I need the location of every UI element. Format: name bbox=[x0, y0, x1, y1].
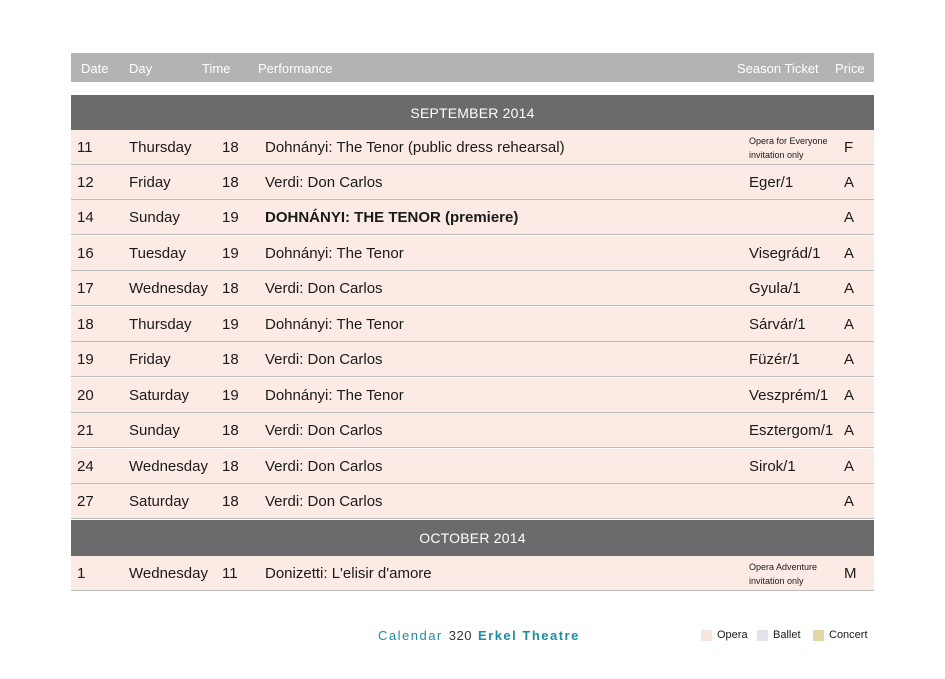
row-price: A bbox=[844, 316, 855, 333]
season-note-line2: invitation only bbox=[749, 575, 804, 586]
season-note-line1: Opera for Everyone bbox=[749, 135, 828, 146]
row-time: 18 bbox=[222, 422, 239, 439]
row-date: 20 bbox=[77, 387, 94, 404]
table-row bbox=[71, 236, 874, 271]
row-date: 24 bbox=[77, 458, 94, 475]
row-season-ticket bbox=[749, 556, 844, 591]
row-time: 11 bbox=[222, 565, 238, 582]
row-time: 18 bbox=[222, 351, 239, 368]
row-day: Thursday bbox=[129, 139, 192, 156]
row-time: 18 bbox=[222, 493, 239, 510]
row-time: 18 bbox=[222, 174, 239, 191]
row-performance: Verdi: Don Carlos bbox=[265, 493, 383, 510]
column-header-time: Time bbox=[202, 61, 231, 76]
table-row bbox=[71, 307, 874, 342]
table-row bbox=[71, 200, 874, 235]
legend-concert bbox=[813, 629, 868, 641]
row-price: A bbox=[844, 458, 855, 475]
row-season-ticket: Eger/1 bbox=[749, 174, 794, 191]
column-header-season-ticket: Season Ticket bbox=[737, 61, 819, 76]
row-date: 27 bbox=[77, 493, 94, 510]
row-day: Saturday bbox=[129, 387, 190, 404]
row-season-ticket: Veszprém/1 bbox=[749, 387, 829, 404]
page-number: 320 bbox=[448, 628, 472, 643]
table-row bbox=[71, 556, 874, 591]
season-note-line2: invitation only bbox=[749, 149, 804, 160]
row-season-ticket: Esztergom/1 bbox=[749, 422, 834, 439]
row-performance: Dohnányi: The Tenor bbox=[265, 316, 404, 333]
legend-opera-label: Opera bbox=[717, 629, 748, 641]
row-season-ticket: Gyula/1 bbox=[749, 280, 801, 297]
table-row bbox=[71, 378, 874, 413]
opera-swatch bbox=[701, 630, 712, 641]
row-price: A bbox=[844, 493, 855, 510]
row-date: 21 bbox=[77, 422, 94, 439]
page-footer bbox=[378, 628, 580, 643]
row-day: Wednesday bbox=[129, 280, 208, 297]
row-date: 16 bbox=[77, 245, 94, 262]
row-performance: Donizetti: L'elisir d'amore bbox=[265, 565, 432, 582]
row-day: Friday bbox=[129, 174, 171, 191]
row-performance: Verdi: Don Carlos bbox=[265, 351, 383, 368]
row-performance: Dohnányi: The Tenor bbox=[265, 245, 404, 262]
row-date: 11 bbox=[77, 139, 93, 156]
legend-concert-label: Concert bbox=[829, 629, 868, 641]
row-price: M bbox=[844, 565, 857, 582]
table-header bbox=[71, 53, 874, 82]
row-performance: Verdi: Don Carlos bbox=[265, 422, 383, 439]
column-header-performance: Performance bbox=[258, 61, 333, 76]
row-time: 19 bbox=[222, 316, 239, 333]
row-date: 19 bbox=[77, 351, 94, 368]
row-performance: Verdi: Don Carlos bbox=[265, 458, 383, 475]
table-row bbox=[71, 271, 874, 306]
row-performance: Dohnányi: The Tenor bbox=[265, 387, 404, 404]
row-day: Tuesday bbox=[129, 245, 186, 262]
row-performance: DOHNÁNYI: THE TENOR (premiere) bbox=[265, 209, 519, 226]
row-day: Saturday bbox=[129, 493, 190, 510]
table-row bbox=[71, 130, 874, 165]
row-day: Wednesday bbox=[129, 458, 208, 475]
season-note-line1: Opera Adventure bbox=[749, 561, 818, 572]
row-season-ticket bbox=[749, 130, 844, 165]
column-header-day: Day bbox=[129, 61, 153, 76]
row-date: 14 bbox=[77, 209, 94, 226]
row-price: A bbox=[844, 387, 855, 404]
table-row bbox=[71, 165, 874, 200]
table-row bbox=[71, 342, 874, 377]
legend-ballet bbox=[757, 629, 801, 641]
row-season-ticket: Sárvár/1 bbox=[749, 316, 806, 333]
row-day: Thursday bbox=[129, 316, 192, 333]
row-price: A bbox=[844, 351, 855, 368]
legend-ballet-label: Ballet bbox=[773, 629, 801, 641]
row-time: 18 bbox=[222, 280, 239, 297]
legend-opera bbox=[701, 629, 748, 641]
row-date: 17 bbox=[77, 280, 94, 297]
row-performance: Verdi: Don Carlos bbox=[265, 174, 383, 191]
row-time: 18 bbox=[222, 458, 239, 475]
row-performance: Verdi: Don Carlos bbox=[265, 280, 383, 297]
ballet-swatch bbox=[757, 630, 768, 641]
row-time: 19 bbox=[222, 387, 239, 404]
row-price: A bbox=[844, 245, 855, 262]
section-header-october: OCTOBER 2014 bbox=[71, 520, 874, 556]
row-price: A bbox=[844, 280, 855, 297]
row-date: 1 bbox=[77, 565, 86, 582]
row-price: A bbox=[844, 174, 855, 191]
row-day: Sunday bbox=[129, 422, 180, 439]
row-date: 12 bbox=[77, 174, 94, 191]
table-row bbox=[71, 484, 874, 519]
row-day: Wednesday bbox=[129, 565, 208, 582]
table-row bbox=[71, 413, 874, 448]
footer-calendar-label: Calendar bbox=[378, 628, 443, 643]
row-time: 18 bbox=[222, 139, 239, 156]
row-day: Friday bbox=[129, 351, 171, 368]
row-price: F bbox=[844, 139, 854, 156]
row-price: A bbox=[844, 422, 855, 439]
row-season-ticket: Füzér/1 bbox=[749, 351, 800, 368]
row-time: 19 bbox=[222, 209, 239, 226]
row-time: 19 bbox=[222, 245, 239, 262]
section-header-september: SEPTEMBER 2014 bbox=[71, 95, 874, 131]
table-row bbox=[71, 449, 874, 484]
column-header-date: Date bbox=[81, 61, 109, 76]
concert-swatch bbox=[813, 630, 824, 641]
row-day: Sunday bbox=[129, 209, 180, 226]
row-season-ticket: Visegrád/1 bbox=[749, 245, 821, 262]
column-header-price: Price bbox=[835, 61, 865, 76]
footer-theatre-label: Erkel Theatre bbox=[477, 628, 580, 643]
row-price: A bbox=[844, 209, 855, 226]
row-date: 18 bbox=[77, 316, 94, 333]
row-season-ticket: Sirok/1 bbox=[749, 458, 796, 475]
row-performance: Dohnányi: The Tenor (public dress rehearsal) bbox=[265, 139, 565, 156]
